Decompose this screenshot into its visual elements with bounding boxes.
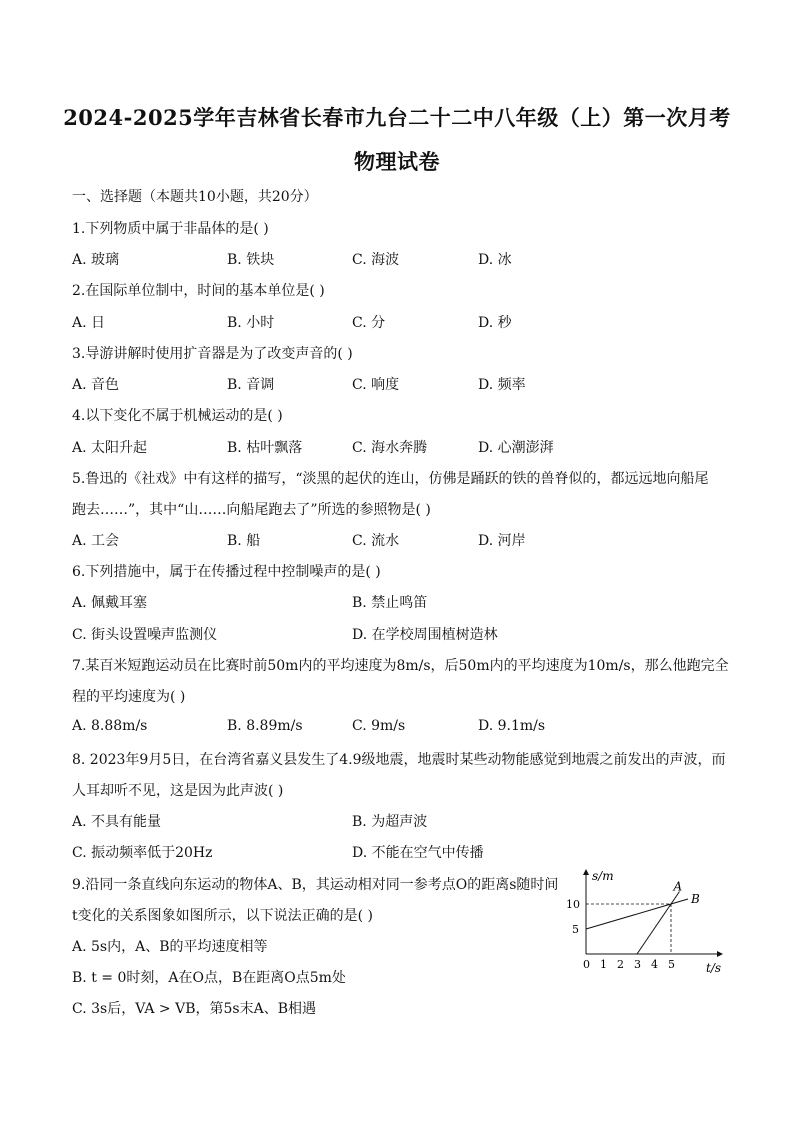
question-6: 6.下列措施中，属于在传播过程中控制噪声的是( )	[72, 564, 381, 580]
q1-option-c: C. 海波	[352, 252, 400, 268]
page-title: 2024-2025学年吉林省长春市九台二十二中八年级（上）第一次月考	[63, 105, 731, 130]
q7-option-d: D. 9.1m/s	[478, 718, 546, 734]
q6-option-b: B. 禁止鸣笛	[352, 595, 428, 611]
x-tick-label-1: 1	[600, 958, 607, 971]
series-label-B: B	[691, 892, 700, 906]
section-heading: 一、选择题（本题共10小题，共20分）	[72, 189, 318, 205]
q8-option-a: A. 不具有能量	[72, 814, 162, 830]
q8-option-d: D. 不能在空气中传播	[352, 845, 484, 861]
question-1: 1.下列物质中属于非晶体的是( )	[72, 221, 269, 237]
q9-option-c: C. 3s后，VA > VB，第5s末A、B相遇	[72, 1001, 316, 1017]
q7-option-a: A. 8.88m/s	[72, 718, 148, 734]
q4-option-a: A. 太阳升起	[72, 440, 148, 456]
question-8-line-1: 8. 2023年9月5日，在台湾省嘉义县发生了4.9级地震，地震时某些动物能感觉到地震之前发出的声波，而	[72, 752, 726, 768]
question-3: 3.导游讲解时使用扩音器是为了改变声音的( )	[72, 346, 353, 362]
q7-option-c: C. 9m/s	[352, 718, 406, 734]
x-tick-label-3: 3	[634, 958, 641, 971]
question-7-line-1: 7.某百米短跑运动员在比赛时前50m内的平均速度为8m/s，后50m内的平均速度为10m/s，那么他跑完全	[72, 658, 729, 674]
q5-option-a: A. 工会	[72, 533, 120, 549]
q6-option-c: C. 街头设置噪声监测仪	[72, 627, 218, 643]
s-t-graph	[548, 866, 728, 978]
question-4: 4.以下变化不属于机械运动的是( )	[72, 408, 283, 424]
series-label-A: A	[673, 879, 683, 894]
q9-option-b: B. t = 0时刻，A在O点，B在距离O点5m处	[72, 970, 346, 986]
series-line-A	[637, 892, 680, 955]
q5-option-b: B. 船	[227, 533, 261, 549]
q8-option-b: B. 为超声波	[352, 814, 428, 830]
q4-option-c: C. 海水奔腾	[352, 440, 428, 456]
x-tick-label-4: 4	[651, 958, 658, 971]
q2-option-d: D. 秒	[478, 315, 512, 331]
q5-option-d: D. 河岸	[478, 533, 526, 549]
x-tick-label-2: 2	[617, 958, 624, 971]
question-7-line-2: 程的平均速度为( )	[72, 689, 186, 705]
question-5-line-2: 跑去……”，其中“山……向船尾跑去了”所选的参照物是( )	[72, 502, 431, 518]
q3-option-a: A. 音色	[72, 377, 120, 393]
q1-option-b: B. 铁块	[227, 252, 275, 268]
q9-option-a: A. 5s内，A、B的平均速度相等	[72, 939, 268, 955]
x-tick-label-5: 5	[668, 958, 675, 971]
q2-option-c: C. 分	[352, 315, 386, 331]
q3-option-d: D. 频率	[478, 377, 526, 393]
q2-option-b: B. 小时	[227, 315, 275, 331]
q6-option-a: A. 佩戴耳塞	[72, 595, 148, 611]
x-tick-label-0: 0	[583, 958, 590, 971]
q2-option-a: A. 日	[72, 315, 106, 331]
q1-option-a: A. 玻璃	[72, 252, 120, 268]
q5-option-c: C. 流水	[352, 533, 400, 549]
question-2: 2.在国际单位制中，时间的基本单位是( )	[72, 283, 325, 299]
question-9-line-2: t变化的关系图象如图所示，以下说法正确的是( )	[72, 908, 373, 924]
x-axis-label: t/s	[706, 961, 722, 975]
page-subtitle: 物理试卷	[354, 149, 440, 174]
q6-option-d: D. 在学校周围植树造林	[352, 627, 498, 643]
y-tick-label-5: 5	[572, 923, 579, 936]
q8-option-c: C. 振动频率低于20Hz	[72, 845, 213, 861]
q3-option-c: C. 响度	[352, 377, 400, 393]
q4-option-d: D. 心潮澎湃	[478, 440, 554, 456]
series-line-B	[586, 899, 688, 929]
q3-option-b: B. 音调	[227, 377, 275, 393]
question-5-line-1: 5.鲁迅的《社戏》中有这样的描写，“淡黑的起伏的连山，仿佛是踊跃的铁的兽脊似的，都远远地向船尾	[72, 471, 709, 487]
q7-option-b: B. 8.89m/s	[227, 718, 303, 734]
q4-option-b: B. 枯叶飘落	[227, 440, 303, 456]
question-8-line-2: 人耳却听不见，这是因为此声波( )	[72, 783, 284, 799]
y-axis-label: s/m	[592, 869, 614, 883]
q1-option-d: D. 冰	[478, 252, 512, 268]
y-tick-label-10: 10	[566, 898, 580, 911]
question-9-line-1: 9.沿同一条直线向东运动的物体A、B，其运动相对同一参考点O的距离s随时间	[72, 877, 559, 893]
